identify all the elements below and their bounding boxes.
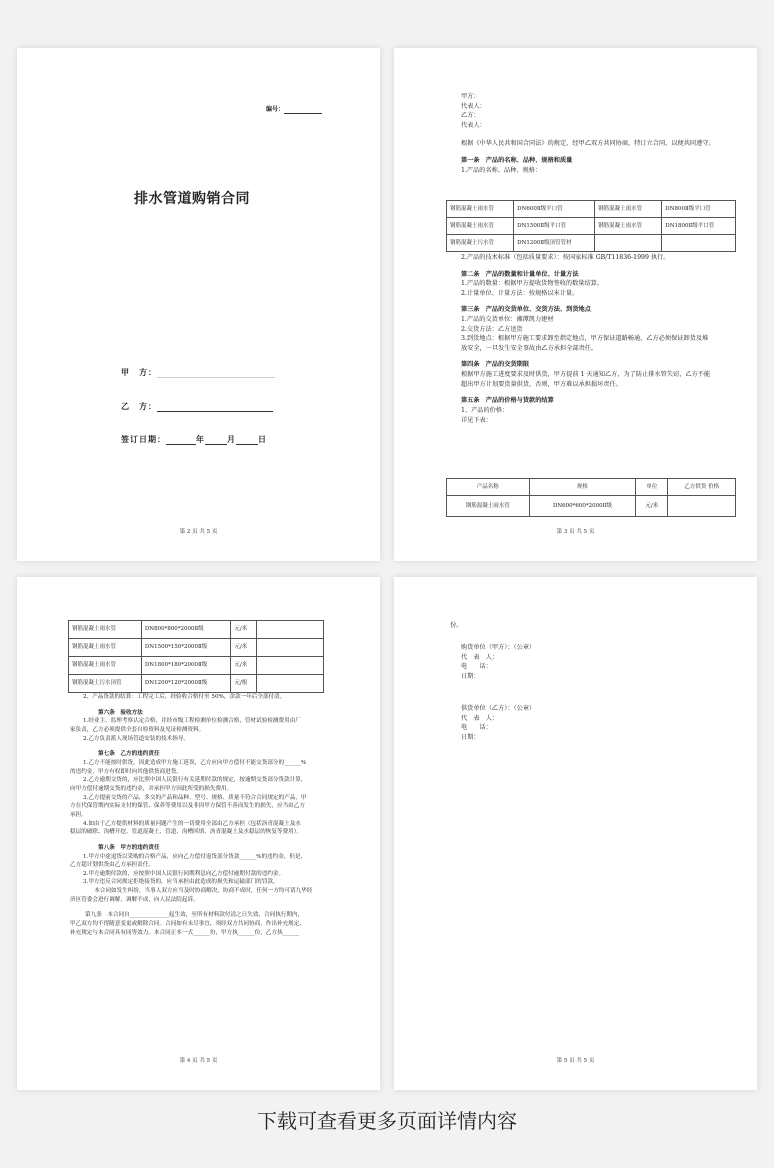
spec-table <box>446 200 736 252</box>
article-3-title: 第三条 产品的交货单位、交货方法、到货地点 <box>461 306 591 314</box>
buyer-line: 购货单位（甲方）：（公章） <box>461 644 536 651</box>
article-8-line: 1.甲方中途退货以采购的合格产品，应向乙方偿付退货部分货款______%的违约金，但是， <box>83 853 307 860</box>
article-8-line: 2.甲方逾期付款的，应按照中国人民银行同期利息向乙方偿付逾期付款的违约金。 <box>83 870 285 877</box>
party-b-label: 乙 方： <box>121 401 157 411</box>
table-row <box>447 235 736 252</box>
contract-number-label: 编号： <box>265 106 284 113</box>
page-2-body-lower <box>461 253 731 425</box>
table-cell: 钢筋混凝土雨水管 <box>69 639 142 657</box>
article-8-line: 济区管委会进行调解，调解不成，向人民法院起诉。 <box>70 896 199 903</box>
party-a-row <box>121 366 275 378</box>
table-cell <box>257 675 324 693</box>
article-7-line: 3.乙方提前交货的产品、多交的产品和品种、型号、规格、质量不符合合同规定的产品，甲 <box>83 794 307 801</box>
header-line: 乙方： <box>461 112 480 120</box>
table-cell: DN600*600*2000Ⅱ级 <box>529 496 636 517</box>
seller-line: 代 表 人： <box>461 714 499 722</box>
table-cell: DN1500*150*2000Ⅱ级 <box>141 639 231 657</box>
table-cell: DN1500Ⅱ级平口管 <box>514 218 595 235</box>
table-row <box>69 639 324 657</box>
month-label: 月 <box>227 434 236 444</box>
article-6-line: 家负责，乙方必须提供全套自检资料及见证检测资料。 <box>70 726 205 733</box>
article-7-line: 方在代保管期内实际支付的保管、保养等费用以及非因甲方保管不善而发生的损失，应当由乙方 <box>70 803 305 810</box>
buyer-line: 代 表 人： <box>461 653 499 661</box>
article-4-line: 根据甲方施工进度要求及时供货，甲方提前 1 天通知乙方，为了防止排水管失窃，乙方不能 <box>461 371 711 379</box>
year-label: 年 <box>196 434 205 444</box>
buyer-line: 电 话： <box>461 663 492 671</box>
table-cell: DN1800*180*2000Ⅱ级 <box>141 657 231 675</box>
price-table <box>446 478 736 517</box>
seller-signature-block <box>461 704 535 742</box>
table-cell: 钢筋混凝土污水顶管 <box>69 675 142 693</box>
contract-page-2 <box>394 48 757 561</box>
table-row <box>447 496 736 517</box>
article-9-line: 补充规定与本合同具有同等效力。本合同正本一式______份，甲方执______份，乙方执______ <box>70 929 300 936</box>
article-9-line: 甲乙双方均不得随意变更或解除合同。合同如有未尽事宜，须经双方共同协商，作出补充规定， <box>70 921 305 928</box>
article-4-line: 超出甲方计划要货量供货，否则，甲方难以承担损坏责任。 <box>461 380 622 388</box>
table-cell: 元/米 <box>231 639 257 657</box>
table-cell: 钢筋混凝土雨水管 <box>447 201 514 218</box>
table-cell: DN1200Ⅱ级顶管管材 <box>514 235 595 252</box>
article-2-title: 第二条 产品的数量和计量单位、计量方法 <box>461 270 579 278</box>
contract-page-3 <box>17 577 380 1090</box>
table-cell <box>257 621 324 639</box>
table-cell: 钢筋混凝土雨水管 <box>447 496 530 517</box>
table-row <box>69 621 324 639</box>
seller-line: 日期： <box>461 733 480 741</box>
table-cell: 元/米 <box>231 657 257 675</box>
table-cell: 元/米 <box>231 621 257 639</box>
day-label: 日 <box>258 434 267 444</box>
payment-text: 2、产品货款的结算：工程完工后，经验收合格付至 50%，余款一年后全部付清。 <box>83 694 286 700</box>
header-line: 代表人： <box>461 102 486 110</box>
sign-date-row <box>121 433 267 445</box>
article-3-line: 1.产品的交货单位：湘潭凯力建材 <box>461 316 554 324</box>
article-7-title: 第七条 乙方的违约责任 <box>98 751 160 758</box>
article-7-line: 2.乙方逾期交货的，应比照中国人民银行有关延期付款的规定，按逾期交货部分货款计算， <box>83 777 307 784</box>
table-header-cell: 单位 <box>636 479 668 496</box>
article-3-line: 3.到货地点：根据甲方施工要求卸至指定地点，甲方保证道路畅通，乙方必须保证卸货及堆 <box>461 335 709 343</box>
article-8-line: 本合同如发生纠纷，当事人双方应当及时协商解决，协商不成时，任何一方均可请九华经 <box>83 888 313 895</box>
seller-line: 电 话： <box>461 724 492 732</box>
table-row <box>447 201 736 218</box>
table-cell: DN800*800*2000Ⅱ级 <box>141 621 231 639</box>
article-7-line: 稳层的破除、沟槽开挖、管道混凝土、管道、沟槽回填、沥青混凝土及水稳层的恢复等费用）。 <box>70 829 303 836</box>
continued-text: 份。 <box>450 622 463 629</box>
article-1-title: 第一条 产品的名称、品种、规格和质量 <box>461 157 573 165</box>
table-cell: 元/根 <box>231 675 257 693</box>
article-1-sub: 1.产品的名称、品种、规格： <box>461 166 542 174</box>
page-footer: 第 2 页 共 5 页 <box>179 529 218 536</box>
article-8-title: 第八条 甲方的违约责任 <box>98 844 160 851</box>
buyer-signature-block <box>461 643 535 681</box>
article-7-line: 的违约金，甲方有权即时向其他供货商进货。 <box>70 768 182 775</box>
article-6-line: 1.经业主、监理考察认定合格，并经市级工程检测单位检测合格，管材试验检测费用由厂 <box>83 718 301 725</box>
page-2-body <box>461 92 721 175</box>
table-cell: 钢筋混凝土雨水管 <box>595 201 662 218</box>
download-caption: 下载可查看更多页面详情内容 <box>257 1109 517 1133</box>
party-b-row <box>121 400 273 412</box>
contract-number-row <box>266 105 322 114</box>
table-row <box>69 675 324 693</box>
article-7-line: 承担。 <box>70 811 87 818</box>
table-cell <box>257 657 324 675</box>
article-6-title: 第六条 验收方法 <box>98 709 143 716</box>
article-5-line: 详见下表： <box>461 416 492 424</box>
article-5-line: 1、产品的价格： <box>461 406 509 414</box>
contract-page-4 <box>394 577 757 1090</box>
article-2-line: 1.产品的数量：根据甲方提收货物签收的数量结算。 <box>461 280 604 288</box>
table-cell: 元/米 <box>636 496 668 517</box>
table-header-cell: 产品名称 <box>447 479 530 496</box>
contract-cover-page <box>17 48 380 561</box>
table-header-cell: 规格 <box>529 479 636 496</box>
table-header-row <box>447 479 736 496</box>
table-row <box>69 657 324 675</box>
page-footer: 第 5 页 共 5 页 <box>556 1058 595 1065</box>
article-4-title: 第四条 产品的交货期限 <box>461 361 530 369</box>
table-cell: 钢筋混凝土雨水管 <box>69 621 142 639</box>
page-3-body <box>70 693 353 937</box>
article-8-line: 乙方超计划供货由乙方承担责任。 <box>70 862 154 869</box>
seller-line: 供货单位（乙方）：（公章） <box>461 705 536 712</box>
sign-date-label: 签订日期： <box>121 434 166 444</box>
article-3-line: 2.交货方法：乙方送货 <box>461 325 523 333</box>
article-7-line: 1.乙方不能按时供货，因此造成甲方施工延误，乙方应向甲方偿付不能交货部分的______% <box>83 759 307 766</box>
article-7-line: 向甲方偿付逾期交货的违约金，并承担甲方因此所受的损失费用。 <box>70 785 233 792</box>
buyer-line: 日期： <box>461 672 480 680</box>
table-cell: 钢筋混凝土雨水管 <box>447 218 514 235</box>
contract-title: 排水管道购销合同 <box>134 191 250 207</box>
table-cell <box>595 235 662 252</box>
table-row <box>447 218 736 235</box>
table-cell <box>257 639 324 657</box>
article-5-title: 第五条 产品的价格与货款的结算 <box>461 397 554 405</box>
article-6-line: 2.乙方负责派人现场管道安装的技术指导。 <box>83 735 190 742</box>
page-footer: 第 4 页 共 5 页 <box>179 1058 218 1065</box>
article-7-line: 4.如由于乙方提供材料的质量问题产生的一切费用全部由乙方承担（包括沥青混凝土及水 <box>83 820 301 827</box>
table-cell: DN1800Ⅱ级平口管 <box>662 218 736 235</box>
header-line: 甲方： <box>461 93 480 100</box>
page-footer: 第 3 页 共 5 页 <box>556 529 595 536</box>
table-cell: 钢筋混凝土污水管 <box>447 235 514 252</box>
price-table-continued <box>68 620 324 693</box>
table-cell <box>668 496 736 517</box>
article-9-line: 第九条 本合同自______________起生效，至所有材料款付清之日失效，合同执行期内， <box>85 912 304 919</box>
table-cell: DN800Ⅱ级平口管 <box>662 201 736 218</box>
article-2-line: 2.计量单位、计量方法：按规格以米计量。 <box>461 289 579 297</box>
article-3-line: 放安全，一旦发生安全事故由乙方承担全部责任。 <box>461 344 598 352</box>
table-cell: 钢筋混凝土雨水管 <box>69 657 142 675</box>
table-cell: DN600Ⅱ级平口管 <box>514 201 595 218</box>
table-cell: 钢筋混凝土雨水管 <box>595 218 662 235</box>
intro-text: 根据《中华人民共和国合同法》的规定，经甲乙双方共同协商，特订立合同，以便共同遵守。 <box>461 140 715 148</box>
table-header-cell: 乙方供货 价格 <box>668 479 736 496</box>
party-a-label: 甲 方： <box>121 367 157 377</box>
table-cell <box>662 235 736 252</box>
standard-text: 2.产品的技术标准（包括质量要求）：按国家标准 GB/T11836-1999 执行。 <box>461 254 670 261</box>
table-cell: DN1200*120*2000Ⅱ级 <box>141 675 231 693</box>
article-8-line: 3.甲方违反合同规定拒绝接货的，应当承担由此造成的损失和运输部门的罚款。 <box>83 879 279 886</box>
header-line: 代表人： <box>461 121 486 129</box>
